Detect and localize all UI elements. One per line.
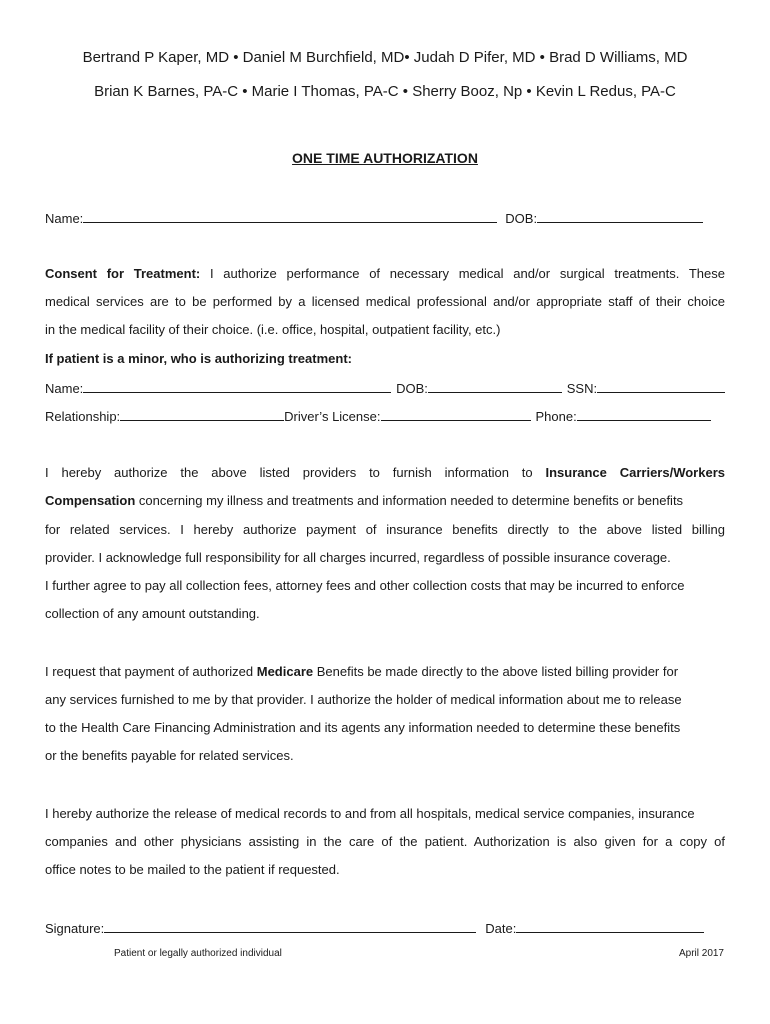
consent-line-1-text: I authorize performance of necessary medical and/or surgical treatments. These xyxy=(200,266,725,281)
minor-phone-field[interactable] xyxy=(577,407,711,421)
date-label: Date: xyxy=(485,921,517,936)
medicare-line-4: or the benefits payable for related services. xyxy=(45,748,294,763)
medicare-line-1-text-a: I request that payment of authorized xyxy=(45,664,257,679)
signature-caption: Patient or legally authorized individual xyxy=(114,948,282,959)
consent-heading: Consent for Treatment: xyxy=(45,266,201,281)
insurance-carriers-text: Insurance Carriers/Workers xyxy=(545,465,725,480)
insurance-line-3: for related services. I hereby authorize payment of insurance benefits directly to the above listed billing xyxy=(45,522,725,537)
consent-line-3: in the medical facility of their choice. (i.e. office, hospital, outpatient facility, etc.) xyxy=(45,322,501,337)
records-line-2: companies and other physicians assisting in the care of the patient. Authorization is also given for a copy of xyxy=(45,834,725,849)
medicare-line-3: to the Health Care Financing Administration and its agents any information needed to determine these benefits xyxy=(45,720,681,735)
patient-name-field[interactable] xyxy=(83,209,497,223)
minor-name-label: Name: xyxy=(45,381,84,396)
providers-line-1: Bertrand P Kaper, MD • Daniel M Burchfield, MD• Judah D Pifer, MD • Brad D Williams, MD xyxy=(82,49,688,66)
minor-ssn-label: SSN: xyxy=(566,381,598,396)
minor-relationship-label: Relationship: xyxy=(45,409,121,424)
minor-heading xyxy=(45,350,725,368)
medicare-line-2: any services furnished to me by that provider. I authorize the holder of medical information about me to release xyxy=(45,692,682,707)
patient-name-label: Name: xyxy=(45,211,84,226)
minor-ssn-field[interactable] xyxy=(597,379,725,393)
compensation-text: Compensation xyxy=(45,493,136,508)
insurance-line-4: provider. I acknowledge full responsibility for all charges incurred, regardless of possible insurance coverage. xyxy=(45,550,671,565)
minor-heading-text: If patient is a minor, who is authorizing treatment: xyxy=(45,351,352,366)
page-title: ONE TIME AUTHORIZATION xyxy=(292,150,478,166)
insurance-line-1-text: I hereby authorize the above listed providers to furnish information to xyxy=(45,465,546,480)
providers-line-2: Brian K Barnes, PA-C • Marie I Thomas, PA-C • Sherry Booz, Np • Kevin L Redus, PA-C xyxy=(94,83,676,100)
minor-phone-label: Phone: xyxy=(535,409,577,424)
patient-row xyxy=(45,209,725,228)
minor-row-2 xyxy=(45,407,725,426)
records-line-3: office notes to be mailed to the patient if requested. xyxy=(45,862,340,877)
revision-date: April 2017 xyxy=(678,948,724,959)
insurance-line-2-text: concerning my illness and treatments and information needed to determine benefits or benefits xyxy=(135,493,684,508)
consent-line-1 xyxy=(45,265,725,283)
minor-dob-label: DOB: xyxy=(396,381,428,396)
minor-relationship-field[interactable] xyxy=(120,407,284,421)
signature-field[interactable] xyxy=(104,919,476,933)
records-line-1: I hereby authorize the release of medical records to and from all hospitals, medical service companies, insurance xyxy=(45,806,695,821)
consent-line-2: medical services are to be performed by a licensed medical professional and/or appropriate staff of their choice xyxy=(45,294,725,309)
insurance-line-6: collection of any amount outstanding. xyxy=(45,606,260,621)
date-field[interactable] xyxy=(516,919,704,933)
minor-license-label: Driver’s License: xyxy=(284,409,381,424)
minor-license-field[interactable] xyxy=(381,407,531,421)
patient-dob-field[interactable] xyxy=(537,209,703,223)
medicare-text: Medicare xyxy=(256,664,314,679)
medicare-line-1 xyxy=(45,663,725,681)
insurance-line-1 xyxy=(45,464,725,482)
medicare-line-1-text-c: Benefits be made directly to the above listed billing provider for xyxy=(313,664,679,679)
insurance-line-5: I further agree to pay all collection fees, attorney fees and other collection costs that may be incurred to enforce xyxy=(45,578,685,593)
minor-dob-field[interactable] xyxy=(428,379,562,393)
signature-row xyxy=(45,919,725,938)
minor-name-field[interactable] xyxy=(83,379,391,393)
insurance-line-2 xyxy=(45,492,725,510)
signature-label: Signature: xyxy=(45,921,105,936)
patient-dob-label: DOB: xyxy=(505,211,538,226)
minor-row-1 xyxy=(45,379,725,398)
